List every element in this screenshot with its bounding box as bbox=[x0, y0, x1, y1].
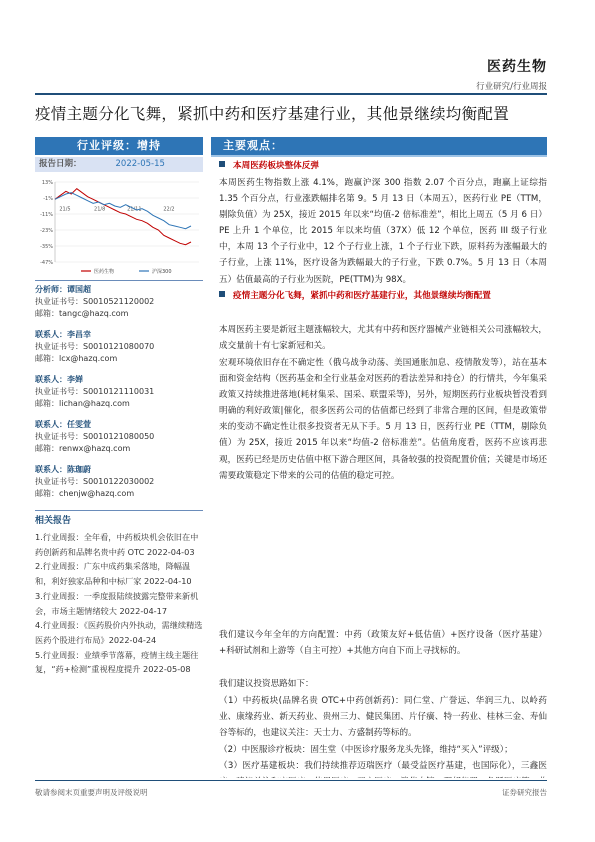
section2-p1: 本周医药主要是新冠主题涨幅较大，尤其有中药和医疗器械产业链相关公司涨幅较大，成交量前十有七家新冠和关。 bbox=[219, 325, 547, 352]
chart-x-tick-label: 22/2 bbox=[163, 206, 175, 213]
related-report-item[interactable]: 4.行业周报：《医药股价内外执动，需继续精选医药个股进行布局》2022-04-24 bbox=[35, 620, 203, 645]
section2-p6: （2）中医服诊疗板块：固生堂（中医诊疗服务龙头先锋，维持“买入”评级）； bbox=[219, 745, 513, 755]
section2-title bbox=[219, 288, 547, 304]
chart-y-tick-label: -35% bbox=[40, 244, 53, 250]
email-label: 邮箱： bbox=[35, 489, 59, 499]
report-date-row bbox=[35, 157, 203, 172]
chart-y-tick-label: -47% bbox=[40, 260, 53, 266]
date-label: 报告日期： bbox=[39, 159, 82, 169]
chart-svg bbox=[35, 176, 203, 278]
analyst-name: 李昌幸 bbox=[67, 330, 91, 339]
analyst-name: 谭国超 bbox=[67, 285, 91, 294]
analyst-name: 陈珈蔚 bbox=[67, 465, 91, 474]
chart-y-tick-label: -1% bbox=[43, 196, 53, 202]
email-label: 邮箱： bbox=[35, 309, 59, 319]
analyst-role: 联系人： bbox=[35, 375, 67, 384]
header-title: 医药生物 bbox=[487, 59, 547, 75]
email-address[interactable]: lcx@hazq.com bbox=[59, 354, 118, 364]
cert-label: 执业证书号： bbox=[35, 297, 83, 307]
section2-p4: 我们建议投资思路如下： bbox=[219, 679, 314, 689]
related-report-item[interactable]: 5.行业周报：业绩季节落幕，疫情主线主题往复，“药+检测”重视程度提升 2022-05-08 bbox=[35, 649, 199, 675]
related-title: 相关报告 bbox=[35, 516, 72, 526]
chart-y-tick-label: -11% bbox=[40, 212, 53, 218]
chart-x-tick-label: 21/11 bbox=[127, 206, 142, 213]
report-title: 疫情主题分化飞舞，紧抓中药和医疗基建行业，其他景继续均衡配置 bbox=[35, 105, 510, 123]
section2-title-text: 疫情主题分化飞舞，紧抓中药和医疗基建行业，其他景继续均衡配置 bbox=[233, 291, 491, 301]
analyst-card bbox=[35, 284, 203, 321]
key-points-header: 主要观点： bbox=[211, 137, 547, 155]
chart-legend-label: 沪深300 bbox=[152, 269, 172, 275]
cert-number: S0010121080070 bbox=[83, 342, 155, 352]
email-address[interactable]: lichan@hazq.com bbox=[59, 399, 130, 409]
analyst-name: 任雯萱 bbox=[67, 420, 91, 429]
section1-title bbox=[219, 158, 547, 174]
email-label: 邮箱： bbox=[35, 399, 59, 409]
footer-disclaimer: 敬请参阅末页重要声明及评级说明 bbox=[35, 788, 148, 797]
chart-y-tick-label: -23% bbox=[40, 228, 53, 234]
bullet-square-icon bbox=[219, 291, 225, 297]
bullet-square-icon bbox=[219, 161, 225, 167]
chart-legend-label: 医药生物 bbox=[94, 269, 115, 275]
analyst-name: 李婵 bbox=[67, 375, 83, 384]
email-label: 邮箱： bbox=[35, 354, 59, 364]
cert-label: 执业证书号： bbox=[35, 387, 83, 397]
footer-rule bbox=[35, 780, 547, 781]
analyst-role: 联系人： bbox=[35, 330, 67, 339]
related-list bbox=[35, 530, 203, 677]
chart-divider bbox=[35, 280, 203, 281]
footer-label: 证券研究报告 bbox=[502, 788, 547, 797]
cert-label: 执业证书号： bbox=[35, 477, 83, 487]
analyst-role: 联系人： bbox=[35, 420, 67, 429]
email-label: 邮箱： bbox=[35, 444, 59, 454]
analyst-role: 联系人： bbox=[35, 465, 67, 474]
section1-title-text: 本周医药板块整体反弹 bbox=[233, 161, 319, 171]
email-address[interactable]: tangc@hazq.com bbox=[59, 309, 129, 319]
chart-x-tick-label: 21/5 bbox=[59, 206, 71, 213]
cert-number: S0010521120002 bbox=[83, 297, 155, 307]
related-report-item[interactable]: 2.行业周报：广东中成药集采落地，降幅温和，利好独家品种和中标厂家 2022-04-10 bbox=[35, 561, 192, 587]
analyst-card bbox=[35, 374, 203, 411]
chart-y-tick-label: 13% bbox=[41, 180, 53, 186]
cert-label: 执业证书号： bbox=[35, 342, 83, 352]
section2-p2: 宏观环境依旧存在不确定性（俄乌战争动荡、美国通胀加息、疫情散发等），站在基本面和资金结构（医药基金和全行业基金对医药的看法差异和持仓）的行情共，今年集采政策又持续推进落地(耗材集采、国采、联盟采等)，另外，短期医药行业板块暂没看到明确的利好政策|催化，很多医药公司的估值都已经到了非常合理的区间，但是政策带来的变动不确定性让很多投资者无从下手。5 月 13 日，医药行业 PE（TTM，剔除负值）为 25X，接近 2015 年以来“均值-2 倍标准差”。估值角度看，医药不应该再悲观，医药已经是历史估值中枢下游合理区间，具备较强的投资配置价值；关键是市场还需要政策稳定下带来的公司的估值的稳定可控。 bbox=[219, 358, 547, 481]
chart-series-line bbox=[55, 189, 191, 245]
rating-bar: 行业评级：增持 bbox=[35, 137, 203, 155]
related-report-item[interactable]: 3.行业周报：一季度报陆续披露完整带来新机会，市场主题情绪较大 2022-04-17 bbox=[35, 590, 199, 616]
header-subtitle: 行业研究/行业周报 bbox=[476, 82, 547, 92]
section2-p3: 我们建议今年全年的方向配置：中药（政策友好+低估值）+医疗设备（医疗基建）+科研试剂和上游等（自主可控）+其他方向自下而上寻找标的。 bbox=[219, 630, 547, 657]
cert-label: 执业证书号： bbox=[35, 432, 83, 442]
cert-number: S0010122030002 bbox=[83, 477, 155, 487]
email-address[interactable]: chenjw@hazq.com bbox=[59, 489, 135, 499]
date-value: 2022-05-15 bbox=[115, 159, 165, 169]
analyst-card bbox=[35, 419, 203, 456]
key-points-underline bbox=[211, 155, 547, 157]
analyst-card bbox=[35, 329, 203, 366]
section2-p7: （3）医疗基建板块：我们持续推荐迈瑞医疗（最受益医疗基建，也国际化），三鑫医 bbox=[219, 761, 547, 771]
cert-number: S0010121110031 bbox=[83, 387, 155, 397]
cert-number: S0010121080050 bbox=[83, 432, 155, 442]
section1-body: 本周医药生物指数上涨 4.1%，跑赢沪深 300 指数 2.07 个百分点，跑赢上证综指 1.35 个百分点，行业涨跌幅排名第 9。5 月 13 日（本周五），医药行业 PE（TTM，剔除负值）为 25X，接近 2015 年以来“均值-2 倍标准差”，相比上周五（5 月 6 日）PE 上升 1 个单位，比 2015 年以来均值（37X）低 12 个单位，医药 III 级子行业中，本周 13 个子行业中，12 个子行业上涨，1 个子行业下跌，原料药为涨幅最大的子行业，上涨 11%，医疗设备为跌幅最大的子行业，下跌 0.7%。5 月 13 日（本周五）估值最高的子行业为医院，PE(TTM)为 98X。 bbox=[219, 178, 547, 285]
related-divider bbox=[35, 510, 203, 511]
price-chart bbox=[35, 176, 203, 278]
related-report-item[interactable]: 1.行业周报：全年看，中药板块机会依旧在中药创新药和品牌名贵中药 OTC 2022-04-03 bbox=[35, 532, 199, 557]
header-rule bbox=[35, 93, 547, 95]
analyst-card bbox=[35, 464, 203, 501]
section2-p5: （1）中药板块(品牌名贵 OTC+中药创新药)：同仁堂、广誉远、华润三九、以岭药业、康缘药业、新天药业、贵州三力、健民集团、片仔癀、特一药业、桂林三金、寿仙谷等标的，也建议关注：天士力、方盛制药等标的。 bbox=[219, 696, 547, 739]
chart-x-tick-label: 21/8 bbox=[94, 206, 106, 213]
email-address[interactable]: renwx@hazq.com bbox=[59, 444, 131, 454]
analyst-role: 分析师： bbox=[35, 285, 67, 294]
